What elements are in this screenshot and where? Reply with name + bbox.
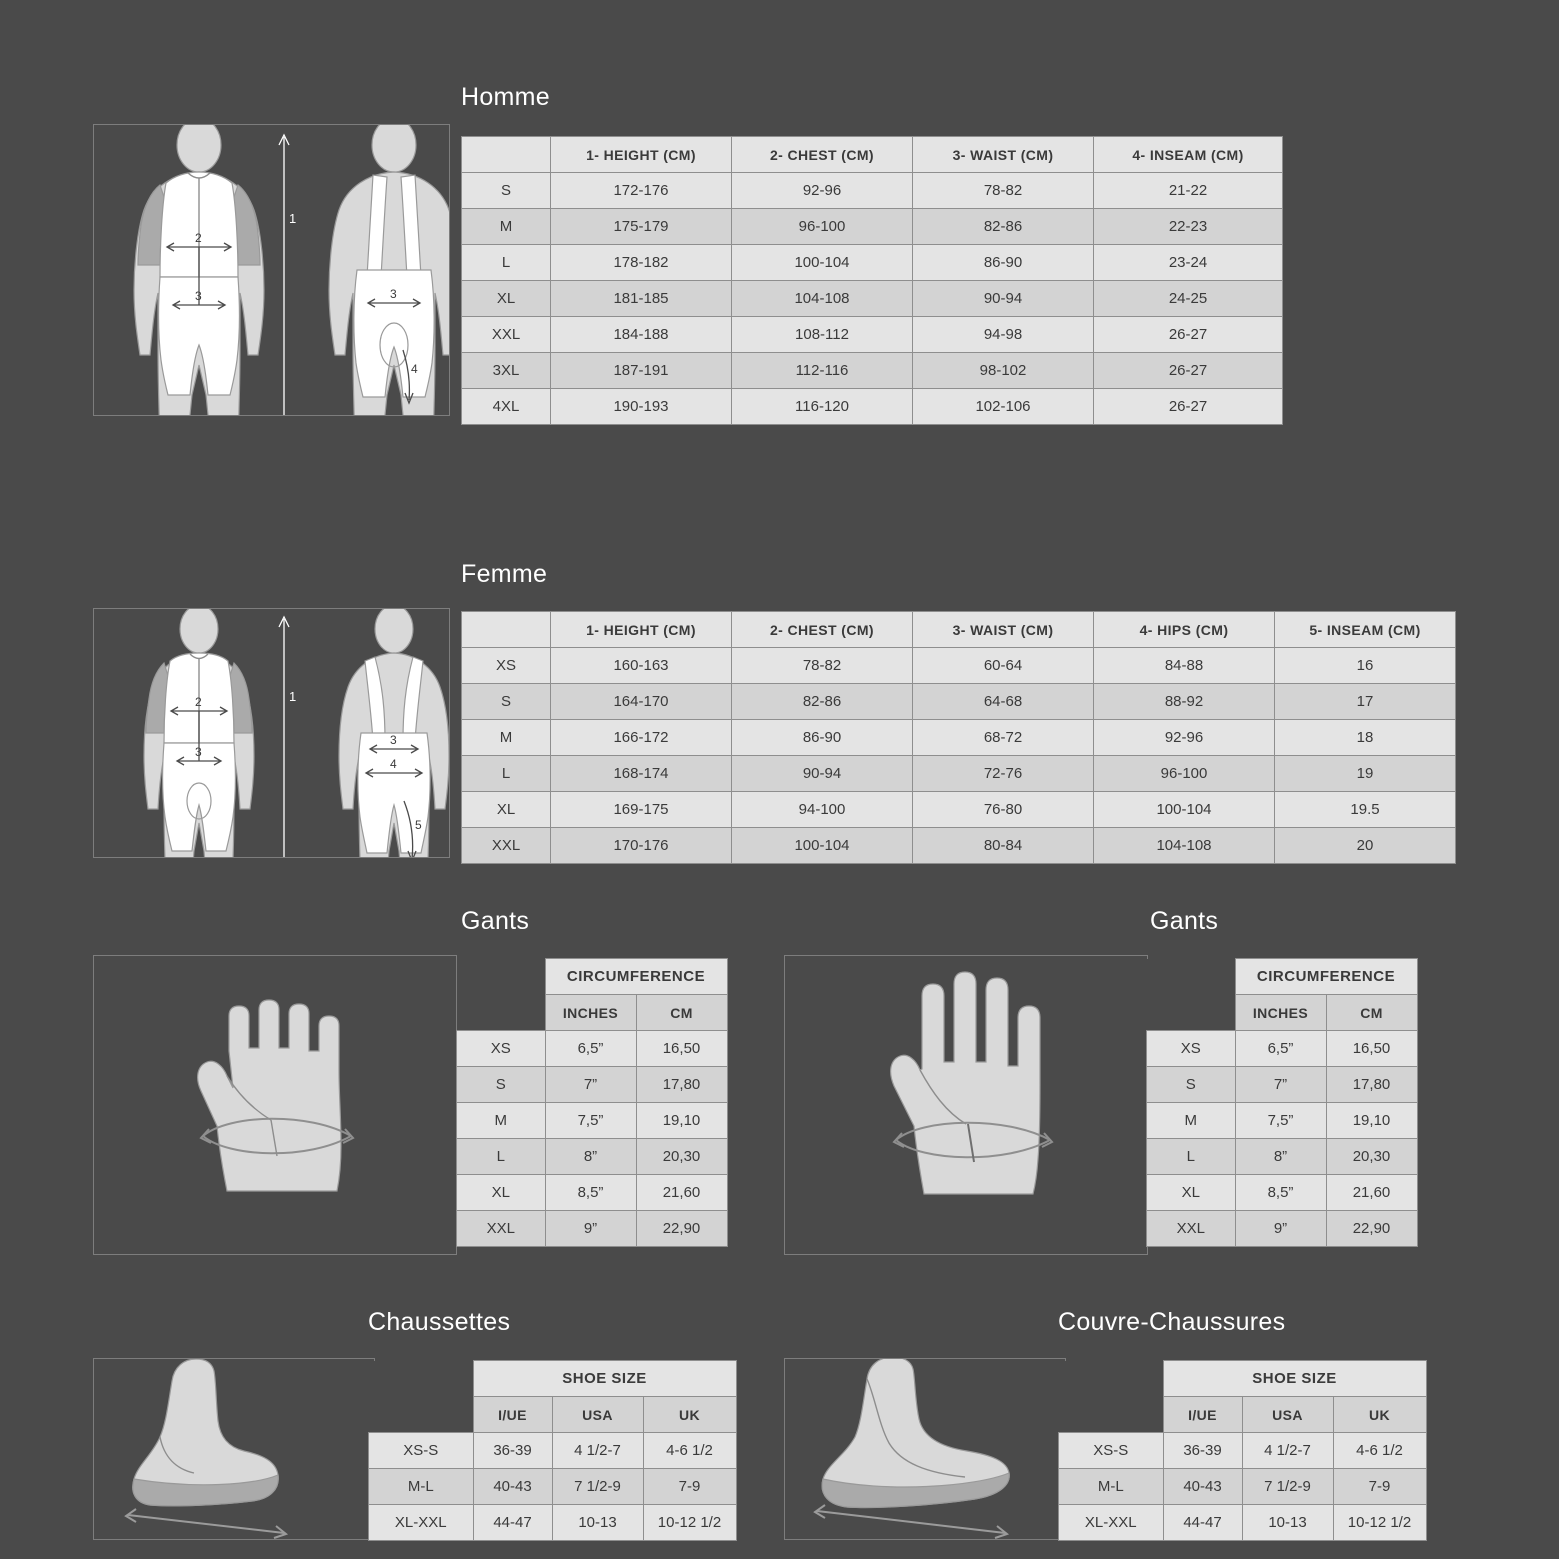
cell-waist: 98-102 (913, 353, 1094, 389)
cell-size: XS (1147, 1031, 1236, 1067)
cell-usa: 7 1/2-9 (1242, 1469, 1333, 1505)
cell-usa: 4 1/2-7 (1242, 1433, 1333, 1469)
cell-eu: 36-39 (1163, 1433, 1242, 1469)
cell-size: M (462, 209, 551, 245)
gloves-right-section-title: Gants (1150, 907, 1219, 935)
table-header-row (457, 959, 728, 995)
table-subheader-row (1147, 995, 1418, 1031)
cell-hips: 92-96 (1094, 720, 1275, 756)
cell-usa: 10-13 (1242, 1505, 1333, 1541)
cell-height: 190-193 (551, 389, 732, 425)
spacer-cell (369, 1361, 474, 1397)
cell-cm: 16,50 (1326, 1031, 1417, 1067)
cell-size: M (462, 720, 551, 756)
shoe-covers-size-table (1058, 1360, 1427, 1541)
women-figure-illustration (93, 608, 450, 858)
gloves-left-size-table (456, 958, 728, 1247)
table-row (462, 828, 1456, 864)
cell-waist: 90-94 (913, 281, 1094, 317)
table-row (457, 1031, 728, 1067)
col-size (462, 612, 551, 648)
cell-uk: 7-9 (643, 1469, 736, 1505)
svg-text:3: 3 (390, 733, 397, 747)
col-usa: USA (1242, 1397, 1333, 1433)
gloves-right-illustration (784, 955, 1148, 1255)
col-chest: 2- CHEST (CM) (732, 612, 913, 648)
table-header-row (462, 612, 1456, 648)
table-row (462, 792, 1456, 828)
cell-inseam: 18 (1275, 720, 1456, 756)
table-subheader-row (369, 1397, 737, 1433)
table-row (462, 245, 1283, 281)
cell-usa: 4 1/2-7 (552, 1433, 643, 1469)
cell-uk: 7-9 (1333, 1469, 1426, 1505)
svg-text:1: 1 (289, 211, 297, 226)
table-header-row (1059, 1361, 1427, 1397)
cell-waist: 60-64 (913, 648, 1094, 684)
cell-cm: 22,90 (636, 1211, 727, 1247)
cell-size: S (462, 684, 551, 720)
cell-inches: 9” (545, 1211, 636, 1247)
cell-height: 178-182 (551, 245, 732, 281)
cell-waist: 86-90 (913, 245, 1094, 281)
cell-size: XXL (462, 317, 551, 353)
col-uk: UK (643, 1397, 736, 1433)
cell-uk: 10-12 1/2 (643, 1505, 736, 1541)
cell-waist: 76-80 (913, 792, 1094, 828)
cell-inseam: 16 (1275, 648, 1456, 684)
table-row (1147, 1031, 1418, 1067)
cell-size: XL (462, 281, 551, 317)
women-section-title: Femme (461, 560, 548, 588)
table-row (369, 1469, 737, 1505)
cell-chest: 86-90 (732, 720, 913, 756)
table-row (457, 1175, 728, 1211)
cell-height: 166-172 (551, 720, 732, 756)
table-row (1147, 1103, 1418, 1139)
col-chest: 2- CHEST (CM) (732, 137, 913, 173)
cell-chest: 96-100 (732, 209, 913, 245)
cell-size: L (457, 1139, 546, 1175)
cell-waist: 72-76 (913, 756, 1094, 792)
cell-inseam: 21-22 (1094, 173, 1283, 209)
svg-text:2: 2 (195, 695, 202, 709)
cell-inseam: 20 (1275, 828, 1456, 864)
cell-cm: 21,60 (1326, 1175, 1417, 1211)
cell-size: XS (462, 648, 551, 684)
col-circumference: CIRCUMFERENCE (545, 959, 727, 995)
svg-text:4: 4 (390, 757, 397, 771)
cell-size: XL (457, 1175, 546, 1211)
cell-size: XS-S (1059, 1433, 1164, 1469)
table-row (1147, 1067, 1418, 1103)
cell-height: 181-185 (551, 281, 732, 317)
svg-text:5: 5 (415, 818, 422, 832)
cell-cm: 19,10 (1326, 1103, 1417, 1139)
cell-cm: 20,30 (636, 1139, 727, 1175)
cell-eu: 44-47 (473, 1505, 552, 1541)
col-shoe-size: SHOE SIZE (1163, 1361, 1426, 1397)
cell-hips: 104-108 (1094, 828, 1275, 864)
table-row (1059, 1433, 1427, 1469)
spacer-cell (457, 959, 546, 995)
cell-size: M-L (1059, 1469, 1164, 1505)
cell-size: XL (462, 792, 551, 828)
table-subheader-row (1059, 1397, 1427, 1433)
table-row (462, 353, 1283, 389)
cell-chest: 104-108 (732, 281, 913, 317)
col-inches: INCHES (1235, 995, 1326, 1031)
cell-inseam: 26-27 (1094, 389, 1283, 425)
spacer-cell (1059, 1397, 1164, 1433)
cell-cm: 19,10 (636, 1103, 727, 1139)
men-size-table (461, 136, 1283, 425)
cell-eu: 40-43 (473, 1469, 552, 1505)
table-row (1147, 1175, 1418, 1211)
cell-size: 4XL (462, 389, 551, 425)
cell-inches: 6,5” (545, 1031, 636, 1067)
col-eu: I/UE (1163, 1397, 1242, 1433)
cell-inseam: 23-24 (1094, 245, 1283, 281)
cell-size: XL-XXL (1059, 1505, 1164, 1541)
table-row (1147, 1211, 1418, 1247)
cell-cm: 16,50 (636, 1031, 727, 1067)
cell-inches: 8,5” (1235, 1175, 1326, 1211)
table-row (462, 684, 1456, 720)
shoe-covers-section-title: Couvre-Chaussures (1058, 1308, 1286, 1336)
socks-section-title: Chaussettes (368, 1308, 511, 1336)
cell-height: 168-174 (551, 756, 732, 792)
cell-inches: 8” (545, 1139, 636, 1175)
gloves-left-illustration (93, 955, 457, 1255)
table-row (457, 1139, 728, 1175)
svg-text:3: 3 (195, 289, 202, 303)
cell-waist: 80-84 (913, 828, 1094, 864)
cell-chest: 116-120 (732, 389, 913, 425)
col-inches: INCHES (545, 995, 636, 1031)
cell-waist: 68-72 (913, 720, 1094, 756)
table-row (462, 648, 1456, 684)
cell-size: XXL (1147, 1211, 1236, 1247)
col-eu: I/UE (473, 1397, 552, 1433)
cell-inches: 7” (1235, 1067, 1326, 1103)
cell-chest: 100-104 (732, 828, 913, 864)
table-row (462, 389, 1283, 425)
cell-size: 3XL (462, 353, 551, 389)
cell-height: 164-170 (551, 684, 732, 720)
cell-inseam: 19 (1275, 756, 1456, 792)
cell-inches: 8,5” (545, 1175, 636, 1211)
svg-text:3: 3 (390, 287, 397, 301)
cell-inches: 6,5” (1235, 1031, 1326, 1067)
cell-eu: 36-39 (473, 1433, 552, 1469)
cell-waist: 64-68 (913, 684, 1094, 720)
table-header-row (369, 1361, 737, 1397)
cell-chest: 92-96 (732, 173, 913, 209)
svg-text:2: 2 (195, 231, 202, 245)
cell-usa: 7 1/2-9 (552, 1469, 643, 1505)
col-hips: 4- HIPS (CM) (1094, 612, 1275, 648)
cell-height: 175-179 (551, 209, 732, 245)
cell-height: 187-191 (551, 353, 732, 389)
cell-inches: 7” (545, 1067, 636, 1103)
col-usa: USA (552, 1397, 643, 1433)
table-row (457, 1103, 728, 1139)
cell-usa: 10-13 (552, 1505, 643, 1541)
cell-waist: 82-86 (913, 209, 1094, 245)
cell-waist: 94-98 (913, 317, 1094, 353)
cell-inseam: 26-27 (1094, 317, 1283, 353)
table-row (462, 173, 1283, 209)
table-row (1059, 1505, 1427, 1541)
shoe-covers-illustration (784, 1358, 1066, 1540)
cell-height: 169-175 (551, 792, 732, 828)
socks-size-table (368, 1360, 737, 1541)
col-inseam: 5- INSEAM (CM) (1275, 612, 1456, 648)
cell-hips: 96-100 (1094, 756, 1275, 792)
svg-text:3: 3 (195, 745, 202, 759)
cell-waist: 78-82 (913, 173, 1094, 209)
cell-size: L (462, 245, 551, 281)
cell-inches: 8” (1235, 1139, 1326, 1175)
col-waist: 3- WAIST (CM) (913, 612, 1094, 648)
table-row (462, 317, 1283, 353)
cell-size: XS-S (369, 1433, 474, 1469)
table-row (462, 756, 1456, 792)
socks-illustration (93, 1358, 375, 1540)
cell-size: S (1147, 1067, 1236, 1103)
cell-waist: 102-106 (913, 389, 1094, 425)
table-row (1147, 1139, 1418, 1175)
spacer-cell (1059, 1361, 1164, 1397)
cell-inseam: 26-27 (1094, 353, 1283, 389)
men-figure-illustration (93, 124, 450, 416)
cell-size: XXL (457, 1211, 546, 1247)
table-row (457, 1211, 728, 1247)
cell-inches: 7,5” (545, 1103, 636, 1139)
cell-inseam: 17 (1275, 684, 1456, 720)
table-row (462, 281, 1283, 317)
cell-eu: 44-47 (1163, 1505, 1242, 1541)
cell-chest: 94-100 (732, 792, 913, 828)
cell-size: L (1147, 1139, 1236, 1175)
cell-inseam: 19.5 (1275, 792, 1456, 828)
col-height: 1- HEIGHT (CM) (551, 612, 732, 648)
cell-cm: 22,90 (1326, 1211, 1417, 1247)
gloves-left-section-title: Gants (461, 907, 530, 935)
cell-hips: 84-88 (1094, 648, 1275, 684)
col-waist: 3- WAIST (CM) (913, 137, 1094, 173)
col-circumference: CIRCUMFERENCE (1235, 959, 1417, 995)
table-row (457, 1067, 728, 1103)
spacer-cell (1147, 995, 1236, 1031)
cell-size: M-L (369, 1469, 474, 1505)
cell-height: 184-188 (551, 317, 732, 353)
cell-uk: 4-6 1/2 (643, 1433, 736, 1469)
col-shoe-size: SHOE SIZE (473, 1361, 736, 1397)
cell-size: S (462, 173, 551, 209)
cell-chest: 108-112 (732, 317, 913, 353)
men-section-title: Homme (461, 83, 551, 111)
spacer-cell (457, 995, 546, 1031)
table-subheader-row (457, 995, 728, 1031)
cell-height: 170-176 (551, 828, 732, 864)
table-row (462, 209, 1283, 245)
cell-chest: 112-116 (732, 353, 913, 389)
cell-cm: 21,60 (636, 1175, 727, 1211)
cell-size: S (457, 1067, 546, 1103)
col-inseam: 4- INSEAM (CM) (1094, 137, 1283, 173)
cell-hips: 88-92 (1094, 684, 1275, 720)
cell-uk: 10-12 1/2 (1333, 1505, 1426, 1541)
cell-size: M (1147, 1103, 1236, 1139)
cell-inches: 7,5” (1235, 1103, 1326, 1139)
cell-cm: 17,80 (636, 1067, 727, 1103)
cell-size: XXL (462, 828, 551, 864)
col-size (462, 137, 551, 173)
cell-cm: 20,30 (1326, 1139, 1417, 1175)
col-height: 1- HEIGHT (CM) (551, 137, 732, 173)
svg-text:1: 1 (289, 689, 297, 704)
cell-inseam: 24-25 (1094, 281, 1283, 317)
cell-size: XL-XXL (369, 1505, 474, 1541)
cell-size: XS (457, 1031, 546, 1067)
col-uk: UK (1333, 1397, 1426, 1433)
svg-text:4: 4 (411, 362, 418, 376)
cell-chest: 90-94 (732, 756, 913, 792)
cell-chest: 100-104 (732, 245, 913, 281)
cell-chest: 78-82 (732, 648, 913, 684)
cell-size: L (462, 756, 551, 792)
cell-hips: 100-104 (1094, 792, 1275, 828)
spacer-cell (369, 1397, 474, 1433)
table-row (462, 720, 1456, 756)
cell-cm: 17,80 (1326, 1067, 1417, 1103)
women-size-table (461, 611, 1456, 864)
col-cm: CM (1326, 995, 1417, 1031)
cell-inches: 9” (1235, 1211, 1326, 1247)
table-header-row (1147, 959, 1418, 995)
spacer-cell (1147, 959, 1236, 995)
cell-inseam: 22-23 (1094, 209, 1283, 245)
cell-size: XL (1147, 1175, 1236, 1211)
table-header-row (462, 137, 1283, 173)
cell-size: M (457, 1103, 546, 1139)
table-row (369, 1433, 737, 1469)
table-row (1059, 1469, 1427, 1505)
cell-chest: 82-86 (732, 684, 913, 720)
cell-height: 172-176 (551, 173, 732, 209)
col-cm: CM (636, 995, 727, 1031)
gloves-right-size-table (1146, 958, 1418, 1247)
cell-eu: 40-43 (1163, 1469, 1242, 1505)
cell-height: 160-163 (551, 648, 732, 684)
cell-uk: 4-6 1/2 (1333, 1433, 1426, 1469)
table-row (369, 1505, 737, 1541)
